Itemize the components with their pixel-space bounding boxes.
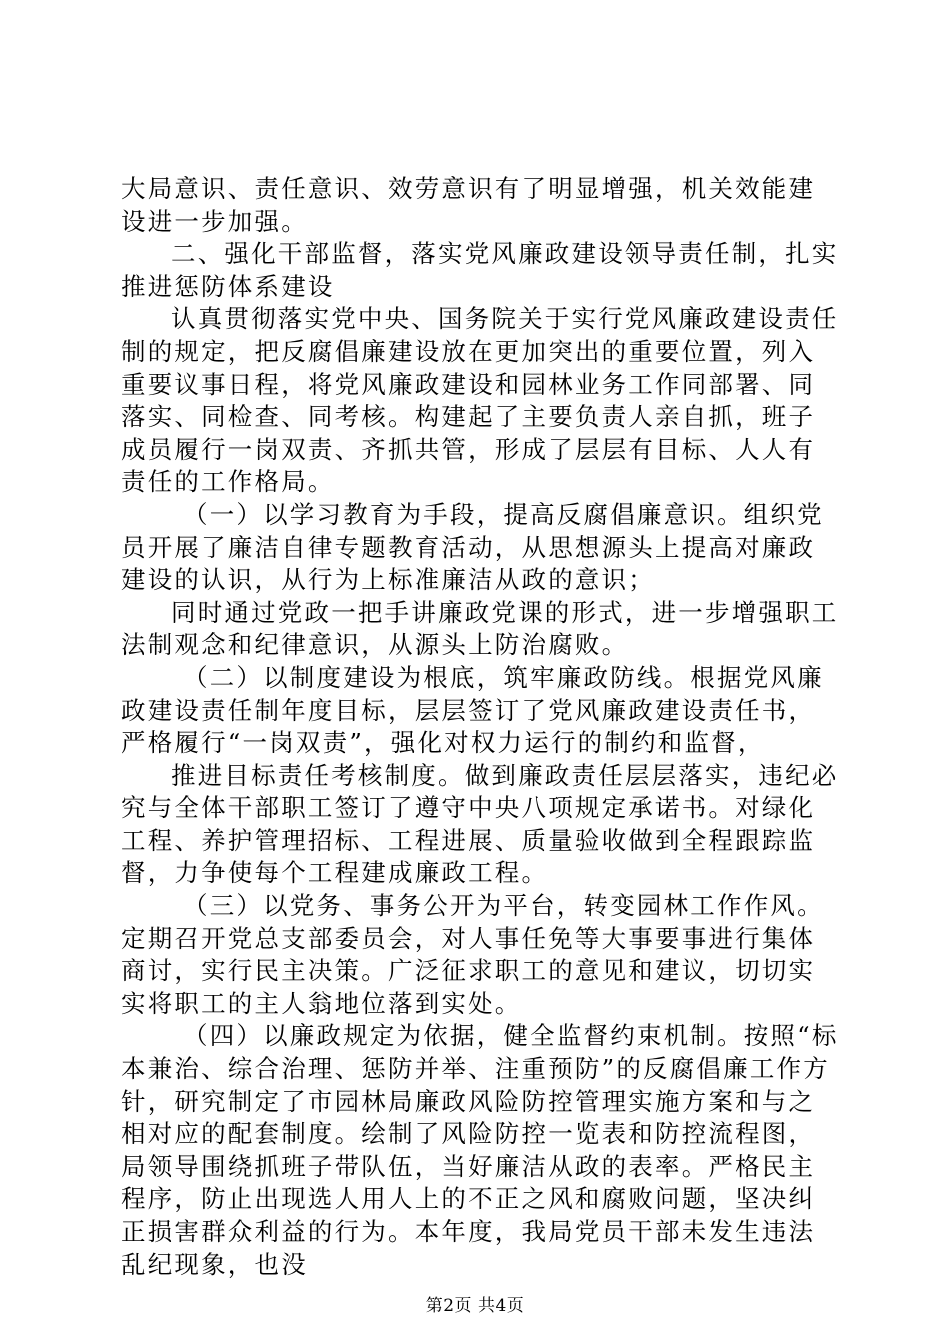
page-number-label: 第2页 共4页 xyxy=(425,1296,525,1316)
document-body xyxy=(121,173,841,1281)
paragraph-item-two: （二）以制度建设为根底，筑牢廉政防线。根据党风廉政建设责任制年度目标，层层签订了党风廉政建设责任书，严格履行“一岗双责”，强化对权力运行的制约和监督， xyxy=(121,662,824,758)
paragraph-item-four: （四）以廉政规定为依据，健全监督约束机制。按照“标本兼治、综合治理、惩防并举、注重预防”的反腐倡廉工作方针，研究制定了市园林局廉政风险防控管理实施方案和与之相对应的配套制度。绘制了风险防控一览表和防控流程图，局领导围绕抓班子带队伍，当好廉洁从政的表率。严格民主程序，防止出现选人用人上的不正之风和腐败问题，坚决纠正损害群众利益的行为。本年度，我局党员干部未发生违法乱纪现象，也没 xyxy=(121,1021,839,1279)
paragraph-item-one: （一）以学习教育为手段，提高反腐倡廉意识。组织党员开展了廉洁自律专题教育活动，从思想源头上提高对廉政建设的认识，从行为上标准廉洁从政的意识； xyxy=(121,499,824,595)
paragraph-party-lecture: 同时通过党政一把手讲廉政党课的形式，进一步增强职工法制观念和纪律意识，从源头上防治腐败。 xyxy=(121,597,839,660)
section-heading-two: 二、强化干部监督，落实党风廉政建设领导责任制，扎实推进惩防体系建设 xyxy=(121,239,839,301)
paragraph-item-three: （三）以党务、事务公开为平台，转变园林工作作风。定期召开党总支部委员会，对人事任免等大事要事进行集体商讨，实行民主决策。广泛征求职工的意见和建议，切切实实将职工的主人翁地位落到实处。 xyxy=(121,891,824,1018)
paragraph-responsibility-system: 认真贯彻落实党中央、国务院关于实行党风廉政建设责任制的规定，把反腐倡廉建设放在更加突出的重要位置，列入重要议事日程，将党风廉政建设和园林业务工作同部署、同落实、同检查、同考核。构建起了主要负责人亲自抓，班子成员履行一岗双责、齐抓共管，形成了层层有目标、人人有责任的工作格局。 xyxy=(121,304,839,497)
paragraph-target-assessment: 推进目标责任考核制度。做到廉政责任层层落实，违纪必究与全体干部职工签订了遵守中央八项规定承诺书。对绿化工程、养护管理招标、工程进展、质量验收做到全程跟踪监督，力争使每个工程建成廉政工程。 xyxy=(121,760,839,888)
page-footer xyxy=(0,1295,950,1317)
paragraph-continuation: 大局意识、责任意识、效劳意识有了明显增强，机关效能建设进一步加强。 xyxy=(121,174,816,236)
